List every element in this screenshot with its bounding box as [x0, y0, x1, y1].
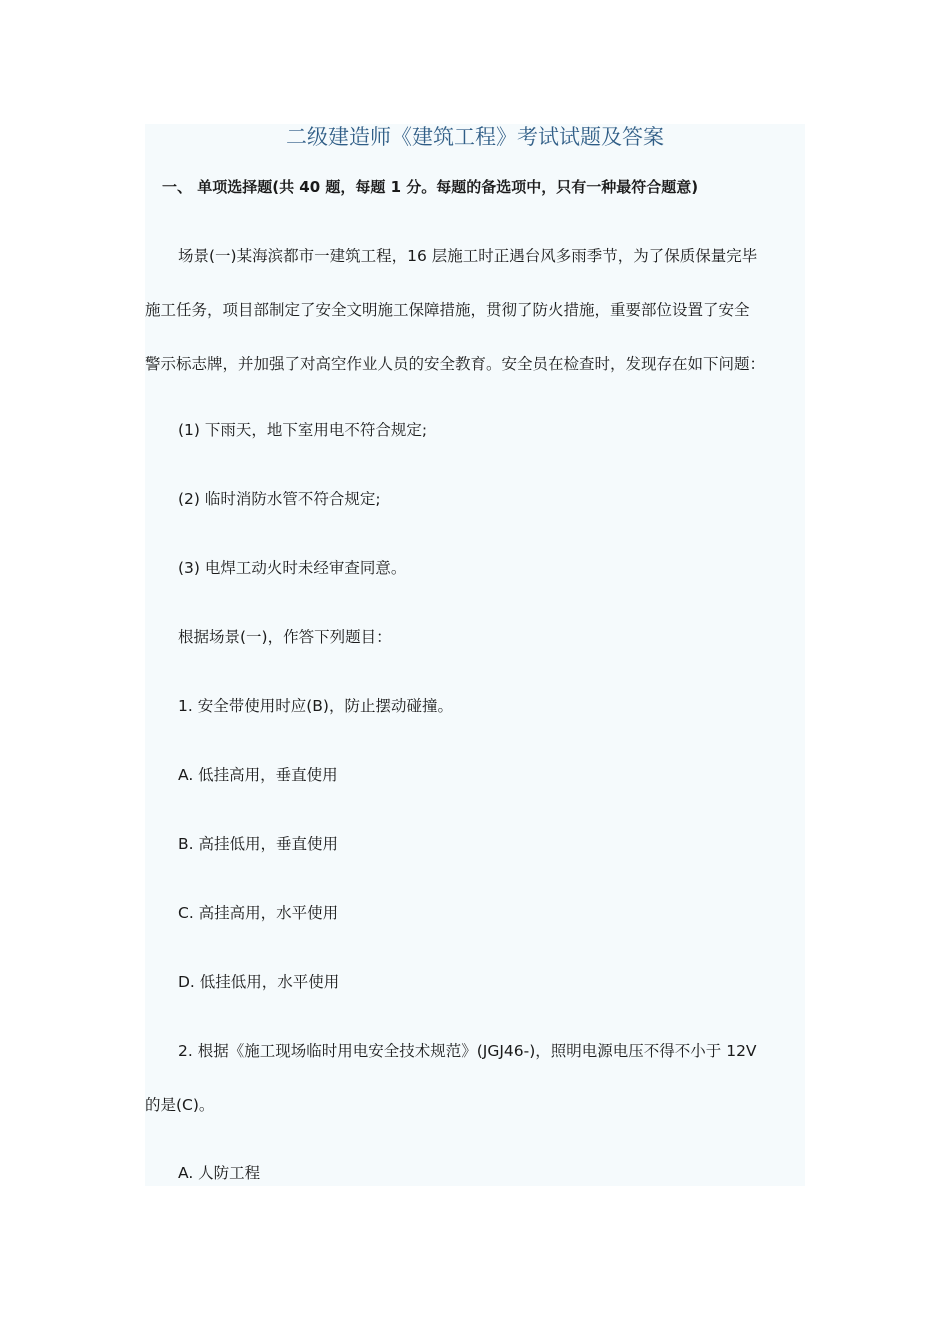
instruction-text: 根据场景(一)，作答下列题目： [178, 628, 392, 646]
document-title: 二级建造师《建筑工程》考试试题及答案 [286, 125, 664, 149]
question-2-stem-line-2: 的是(C)。 [145, 1096, 215, 1114]
problem-item-3: (3) 电焊工动火时未经审查同意。 [178, 559, 407, 577]
problem-item-1: (1) 下雨天，地下室用电不符合规定; [178, 421, 428, 439]
scenario-line-2: 施工任务，项目部制定了安全文明施工保障措施，贯彻了防火措施，重要部位设置了安全 [145, 301, 750, 319]
question-2-stem-line-1: 2. 根据《施工现场临时用电安全技术规范》(JGJ46-)，照明电源电压不得不小于 12V [178, 1042, 757, 1060]
question-1-option-c: C. 高挂高用，水平使用 [178, 904, 339, 922]
question-1-stem: 1. 安全带使用时应(B)，防止摆动碰撞。 [178, 697, 453, 715]
question-1-option-b: B. 高挂低用，垂直使用 [178, 835, 338, 853]
scenario-line-1: 场景(一)某海滨都市一建筑工程，16 层施工时正遇台风多雨季节，为了保质保量完毕 [178, 247, 758, 265]
question-2-option-a: A. 人防工程 [178, 1164, 261, 1182]
document-page [145, 124, 805, 1186]
scenario-line-3: 警示标志牌，并加强了对高空作业人员的安全教育。安全员在检查时，发现存在如下问题： [145, 355, 766, 373]
problem-item-2: (2) 临时消防水管不符合规定; [178, 490, 381, 508]
question-1-option-d: D. 低挂低用，水平使用 [178, 973, 340, 991]
question-1-option-a: A. 低挂高用，垂直使用 [178, 766, 338, 784]
section-heading: 一、 单项选择题(共 40 题，每题 1 分。每题的备选项中，只有一种最符合题意) [162, 178, 699, 196]
